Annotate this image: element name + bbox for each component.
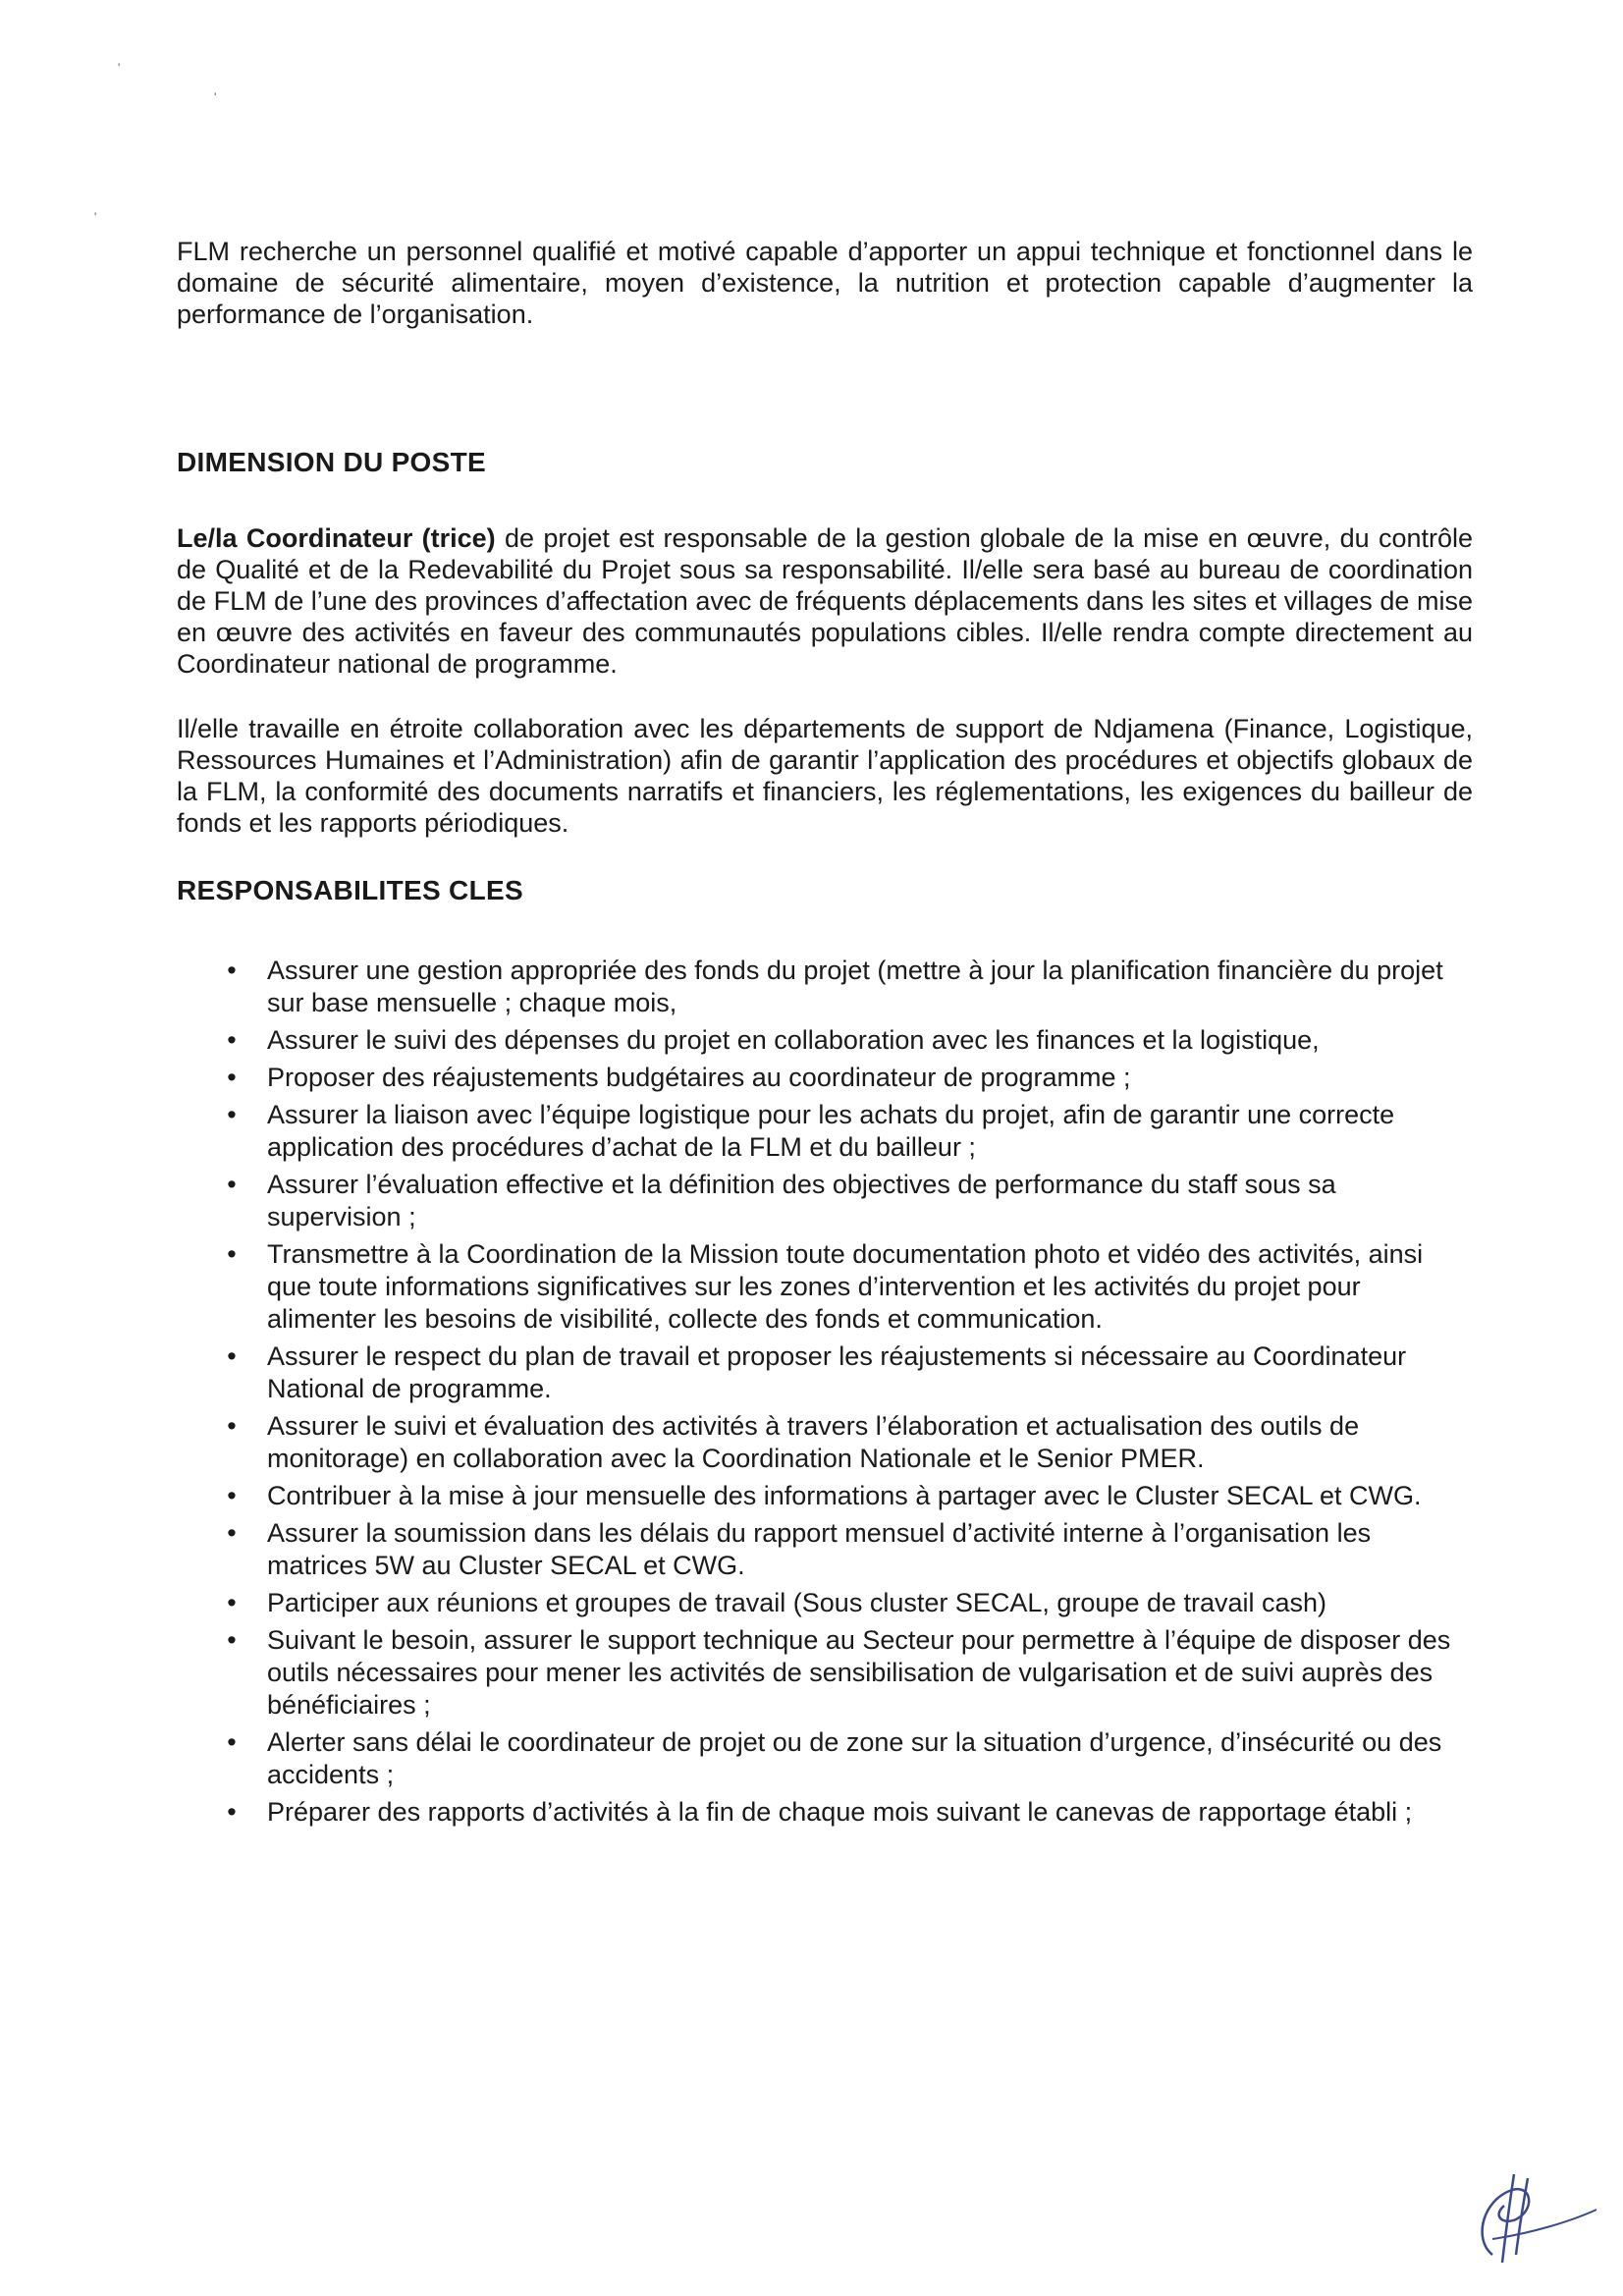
list-item: • Participer aux réunions et groupes de travail (Sous cluster SECAL, groupe de travail cash) xyxy=(267,1587,1473,1619)
list-item: • Transmettre à la Coordination de la Mission toute documentation photo et vidéo des activités, ainsi que toute informations significatives sur les zones d’intervention et les activités du projet pour alimenter les besoins de visibilité, collecte des fonds et communication. xyxy=(267,1238,1473,1336)
dimension-paragraph-1 xyxy=(177,522,1473,680)
bullet-icon: • xyxy=(227,1063,237,1092)
bullet-icon: • xyxy=(227,1518,237,1548)
list-item: • Assurer une gestion appropriée des fonds du projet (mettre à jour la planification financière du projet sur base mensuelle ; chaque mois, xyxy=(267,955,1473,1019)
bullet-icon: • xyxy=(227,1025,237,1055)
list-item: • Suivant le besoin, assurer le support technique au Secteur pour permettre à l’équipe de disposer des outils nécessaires pour mener les activités de sensibilisation de vulgarisation et de suivi auprès des bénéficiaires ; xyxy=(267,1624,1473,1722)
bullet-icon: • xyxy=(227,1797,237,1827)
document-body xyxy=(177,236,1473,1833)
bullet-icon: • xyxy=(227,1625,237,1655)
bullet-icon: • xyxy=(227,956,237,985)
signature-mark xyxy=(1434,2160,1600,2269)
list-item: • Assurer le suivi des dépenses du projet en collaboration avec les finances et la logistique, xyxy=(267,1024,1473,1057)
list-item: • Assurer la liaison avec l’équipe logistique pour les achats du projet, afin de garantir une correcte application des procédures d’achat de la FLM et du bailleur ; xyxy=(267,1099,1473,1164)
bullet-icon: • xyxy=(227,1727,237,1757)
list-item: • Proposer des réajustements budgétaires au coordinateur de programme ; xyxy=(267,1062,1473,1094)
bullet-icon: • xyxy=(227,1588,237,1617)
responsibilities-list xyxy=(177,955,1473,1829)
bullet-icon: • xyxy=(227,1100,237,1129)
section-heading-responsibilities: RESPONSABILITES CLES xyxy=(177,875,523,905)
list-item: • Alerter sans délai le coordinateur de projet ou de zone sur la situation d’urgence, d’insécurité ou des accidents ; xyxy=(267,1726,1473,1791)
list-item: • Assurer la soumission dans les délais du rapport mensuel d’activité interne à l’organisation les matrices 5W au Cluster SECAL et CWG. xyxy=(267,1517,1473,1582)
scan-mark: ' xyxy=(94,210,97,224)
list-item: • Assurer l’évaluation effective et la définition des objectives de performance du staff sous sa supervision ; xyxy=(267,1169,1473,1233)
bullet-icon: • xyxy=(227,1481,237,1510)
list-item: • Contribuer à la mise à jour mensuelle des informations à partager avec le Cluster SECAL et CWG. xyxy=(267,1480,1473,1512)
scan-mark: ' xyxy=(214,90,217,104)
bullet-icon: • xyxy=(227,1341,237,1371)
dimension-paragraph-2: Il/elle travaille en étroite collaboration avec les départements de support de Ndjamena (Finance, Logistique, Ressources Humaines et l’Administration) afin de garantir l’application des procédures et objectifs globaux de la FLM, la conformité des documents narratifs et financiers, les réglementations, les exigences du bailleur de fonds et les rapports périodiques. xyxy=(177,714,1473,838)
list-item: • Assurer le respect du plan de travail et proposer les réajustements si nécessaire au Coordinateur National de programme. xyxy=(267,1340,1473,1405)
list-item: • Assurer le suivi et évaluation des activités à travers l’élaboration et actualisation des outils de monitorage) en collaboration avec la Coordination Nationale et le Senior PMER. xyxy=(267,1410,1473,1475)
bullet-icon: • xyxy=(227,1411,237,1441)
bullet-icon: • xyxy=(227,1170,237,1199)
intro-paragraph: FLM recherche un personnel qualifié et motivé capable d’apporter un appui technique et fonctionnel dans le domaine de sécurité alimentaire, moyen d’existence, la nutrition et protection capable d’augmenter la performance de l’organisation. xyxy=(177,237,1473,329)
role-title: Le/la Coordinateur (trice) xyxy=(177,523,496,553)
dimension-paragraph-1-text: de projet est responsable de la gestion globale de la mise en œuvre, du contrôle de Qualité et de la Redevabilité du Projet sous sa responsabilité. Il/elle sera basé au bureau de coordination de FLM de l’une des provinces d’affectation avec de fréquents déplacements dans les sites et villages de mise en œuvre des activités en faveur des communautés populations cibles. Il/elle rendra compte directement au Coordinateur national de programme. xyxy=(177,523,1474,679)
list-item: • Préparer des rapports d’activités à la fin de chaque mois suivant le canevas de rapportage établi ; xyxy=(267,1796,1473,1829)
scan-mark: ' xyxy=(118,61,121,75)
bullet-icon: • xyxy=(227,1239,237,1269)
section-heading-dimension: DIMENSION DU POSTE xyxy=(177,447,486,477)
